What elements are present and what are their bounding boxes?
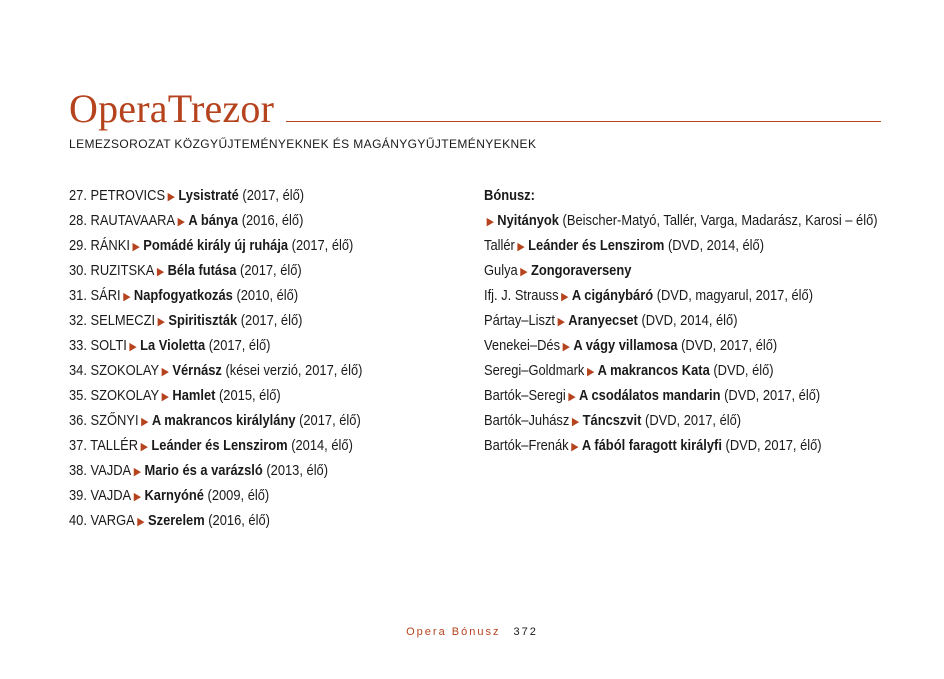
- list-item: [484, 433, 845, 458]
- entry-detail: (2009, élő): [207, 487, 270, 504]
- entry-detail: (DVD, magyarul, 2017, élő): [656, 287, 814, 304]
- entry-composer: Bartók–Seregi: [484, 387, 566, 404]
- triangle-arrow-icon: ▶: [561, 291, 569, 303]
- entry-title: Leánder és Lenszirom: [151, 437, 288, 454]
- entry-title: Zongoraverseny: [531, 262, 632, 279]
- entry-composer: 40. VARGA: [69, 512, 135, 529]
- entry-title: Nyitányok: [497, 212, 559, 229]
- list-item: [484, 408, 845, 433]
- list-item: [69, 183, 404, 208]
- entry-detail: (2017, élő): [291, 237, 354, 254]
- triangle-arrow-icon: ▶: [167, 191, 175, 203]
- entry-composer: 32. SELMECZI: [69, 312, 156, 329]
- triangle-arrow-icon: ▶: [129, 341, 137, 353]
- list-item: [484, 283, 845, 308]
- entry-composer: Venekei–Dés: [484, 337, 561, 354]
- list-item: [69, 408, 404, 433]
- page-subtitle: LEMEZSOROZAT KÖZGYŰJTEMÉNYEKNEK ÉS MAGÁNYGYŰJTEMÉNYEKNEK: [69, 137, 537, 151]
- list-item: [69, 508, 404, 533]
- entry-title: A fából faragott királyfi: [581, 437, 722, 454]
- entry-title: A makrancos királylány: [151, 412, 296, 429]
- entry-title: Hamlet: [172, 387, 216, 404]
- entry-detail: (2017, élő): [208, 337, 271, 354]
- triangle-arrow-icon: ▶: [137, 516, 145, 528]
- entry-detail: (Beischer-Matyó, Tallér, Varga, Madarász, Karosi – élő): [562, 212, 878, 229]
- triangle-arrow-icon: ▶: [520, 266, 528, 278]
- list-item: [484, 233, 845, 258]
- page-number: 372: [513, 626, 538, 638]
- list-item: [69, 208, 404, 233]
- entry-detail: (2017, élő): [242, 187, 305, 204]
- bonus-heading: Bónusz:: [484, 187, 535, 204]
- catalog-list: [69, 183, 459, 533]
- entry-title: A vágy villamosa: [573, 337, 678, 354]
- triangle-arrow-icon: ▶: [133, 466, 142, 478]
- entry-detail: (2017, élő): [299, 412, 361, 429]
- entry-title: Táncszvit: [582, 412, 642, 429]
- triangle-arrow-icon: ▶: [517, 241, 525, 253]
- entry-composer: Ifj. J. Strauss: [484, 287, 559, 304]
- entry-detail: (2016, élő): [241, 212, 304, 229]
- entry-detail: (2017, élő): [240, 312, 303, 329]
- triangle-arrow-icon: ▶: [156, 266, 165, 278]
- entry-detail: (DVD, 2017, élő): [724, 387, 821, 404]
- entry-detail: (2016, élő): [208, 512, 270, 529]
- entry-title: A makrancos Kata: [597, 362, 710, 379]
- entry-title: Spiritiszták: [168, 312, 238, 329]
- entry-composer: 28. RAUTAVAARA: [69, 212, 176, 229]
- triangle-arrow-icon: ▶: [586, 366, 595, 378]
- entry-detail: (kései verzió, 2017, élő): [225, 362, 363, 379]
- triangle-arrow-icon: ▶: [161, 366, 169, 378]
- list-item: [69, 333, 404, 358]
- triangle-arrow-icon: ▶: [141, 416, 149, 428]
- entry-composer: 36. SZŐNYI: [69, 412, 139, 429]
- entry-composer: 31. SÁRI: [69, 287, 121, 304]
- entry-detail: (2017, élő): [240, 262, 302, 279]
- entry-composer: Bartók–Juhász: [484, 412, 570, 429]
- entry-title: Mario és a varázsló: [144, 462, 263, 479]
- entry-detail: (2015, élő): [219, 387, 281, 404]
- triangle-arrow-icon: ▶: [177, 216, 185, 228]
- entry-title: Napfogyatkozás: [133, 287, 233, 304]
- entry-detail: (DVD, 2014, élő): [641, 312, 738, 329]
- triangle-arrow-icon: ▶: [133, 491, 142, 503]
- triangle-arrow-icon: ▶: [132, 241, 140, 253]
- list-item: [484, 208, 878, 233]
- entry-composer: 27. PETROVICS: [69, 187, 166, 204]
- entry-composer: Pártay–Liszt: [484, 312, 555, 329]
- entry-title: A cigánybáró: [571, 287, 654, 304]
- list-item: [69, 233, 404, 258]
- page-title: OperaTrezor: [69, 86, 275, 131]
- entry-composer: 35. SZOKOLAY: [69, 387, 160, 404]
- entry-composer: Seregi–Goldmark: [484, 362, 585, 379]
- entry-title: A bánya: [188, 212, 239, 229]
- triangle-arrow-icon: ▶: [140, 441, 148, 453]
- entry-composer: 39. VAJDA: [69, 487, 132, 504]
- entry-composer: 34. SZOKOLAY: [69, 362, 160, 379]
- entry-composer: Bartók–Frenák: [484, 437, 569, 454]
- footer-label: Opera Bónusz: [406, 626, 501, 638]
- triangle-arrow-icon: ▶: [557, 316, 565, 328]
- entry-detail: (2013, élő): [266, 462, 329, 479]
- list-item: [69, 483, 404, 508]
- entry-detail: (DVD, 2017, élő): [725, 437, 822, 454]
- list-item: [69, 283, 404, 308]
- entry-detail: (DVD, 2014, élő): [667, 237, 765, 254]
- entry-title: Béla futása: [167, 262, 237, 279]
- list-item: [69, 458, 404, 483]
- list-item: [484, 333, 845, 358]
- list-item: [484, 383, 845, 408]
- entry-title: Karnyóné: [144, 487, 204, 504]
- entry-detail: (DVD, 2017, élő): [681, 337, 778, 354]
- bonus-list: [484, 183, 904, 458]
- entry-title: Leánder és Lenszirom: [528, 237, 665, 254]
- triangle-arrow-icon: ▶: [161, 391, 169, 403]
- list-item: [69, 308, 404, 333]
- entry-composer: 29. RÁNKI: [69, 237, 130, 254]
- entry-detail: (DVD, 2017, élő): [645, 412, 742, 429]
- entry-title: La Violetta: [140, 337, 206, 354]
- title-rule: [286, 121, 881, 122]
- entry-composer: 30. RUZITSKA: [69, 262, 155, 279]
- list-item: [69, 433, 404, 458]
- entry-composer: 33. SOLTI: [69, 337, 127, 354]
- triangle-arrow-icon: ▶: [571, 441, 579, 453]
- entry-composer: Gulya: [484, 262, 518, 279]
- list-item: [484, 358, 845, 383]
- triangle-arrow-icon: ▶: [571, 416, 580, 428]
- entry-title: Aranyecset: [568, 312, 638, 329]
- list-item: [484, 258, 845, 283]
- triangle-arrow-icon: ▶: [123, 291, 131, 303]
- triangle-arrow-icon: ▶: [568, 391, 576, 403]
- entry-detail: (2014, élő): [291, 437, 353, 454]
- entry-title: Szerelem: [148, 512, 205, 529]
- entry-title: Lysistraté: [178, 187, 239, 204]
- triangle-arrow-icon: ▶: [562, 341, 570, 353]
- triangle-arrow-icon: ▶: [157, 316, 165, 328]
- list-item: [69, 358, 404, 383]
- triangle-arrow-icon: ▶: [486, 216, 494, 228]
- list-item: [484, 308, 845, 333]
- entry-composer: 37. TALLÉR: [69, 437, 139, 454]
- entry-detail: (2010, élő): [236, 287, 299, 304]
- entry-title: Vérnász: [172, 362, 222, 379]
- list-item: [69, 383, 404, 408]
- entry-composer: 38. VAJDA: [69, 462, 132, 479]
- entry-detail: (DVD, élő): [713, 362, 774, 379]
- entry-title: A csodálatos mandarin: [579, 387, 721, 404]
- page-footer: [0, 626, 944, 638]
- entry-title: Pomádé király új ruhája: [143, 237, 289, 254]
- list-item: [69, 258, 404, 283]
- entry-composer: Tallér: [484, 237, 515, 254]
